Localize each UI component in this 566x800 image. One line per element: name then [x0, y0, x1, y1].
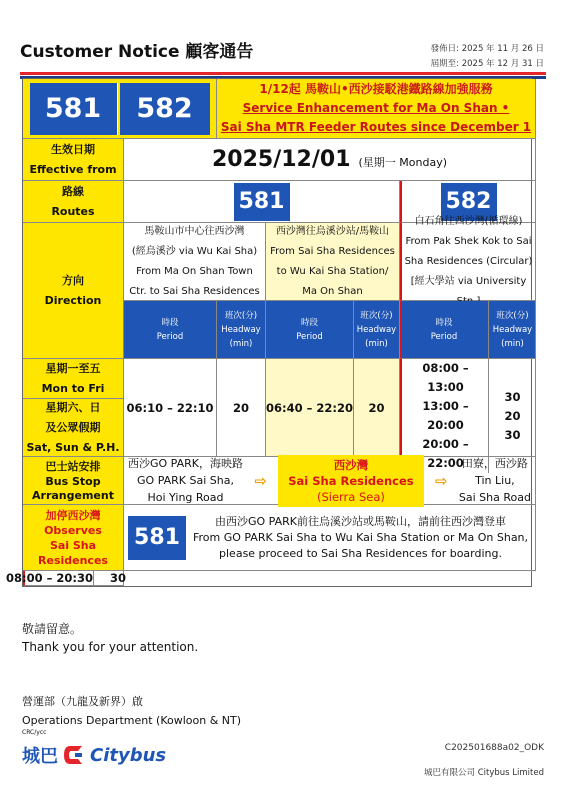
weekday-label-en: Mon to Fri [41, 381, 105, 395]
company-name: 城巴有限公司 Citybus Limited [424, 768, 544, 778]
route-581b-headway: 20 [354, 359, 400, 457]
title-en-line2: Sai Sha MTR Feeder Routes since December 1 [220, 120, 532, 134]
extra-stop-label-en1: Observes [44, 523, 102, 537]
period-en: Period [296, 331, 323, 342]
bus-stop-label [23, 457, 124, 505]
weekday-582-headway: 30 [109, 571, 126, 585]
direction-text: Ctr. to Sai Sha Residences [129, 285, 260, 297]
direction-text: [經大學站 via University [410, 275, 527, 287]
expiry-date: 屆期至: 2025 年 12 月 31 日 [430, 59, 544, 69]
effective-label-en: Effective from [29, 162, 117, 176]
period-zh: 時段 [161, 317, 179, 328]
headway-header-2 [354, 301, 400, 359]
headway-zh: 班次(分) [224, 310, 258, 321]
headway-unit: (min) [365, 338, 388, 349]
extra-stop-text-zh: 由西沙GO PARK前往烏溪沙站或馬鞍山，請前往西沙灣登車 [215, 514, 506, 528]
direction-581-inbound [124, 223, 266, 301]
stop-go-park [128, 455, 243, 506]
route-581-header [124, 181, 400, 223]
extra-stop-info [124, 505, 536, 571]
extra-stop-label [23, 505, 124, 571]
weekend-period: 13:00 – 20:00 [422, 399, 469, 432]
signature-ref: CRC/ycc [22, 729, 47, 736]
signature-dept-en: Operations Department (Kowloon & NT) [22, 714, 242, 727]
weekday-label-zh: 星期一至五 [45, 361, 101, 375]
extra-stop-label-zh: 加停西沙灣 [45, 508, 101, 522]
direction-text: Sha Residences (Circular) [404, 255, 533, 267]
direction-text: From Pak Shek Kok to Sai [405, 235, 532, 247]
period-en: Period [430, 331, 458, 342]
brand-zh: 城巴 [22, 746, 58, 767]
direction-text: 白石角往西沙灣(循環線) [414, 215, 523, 227]
title-zh: 1/12起 馬鞍山•西沙接駁港鐵路線加強服務 [259, 82, 493, 96]
extra-stop-text-en: From GO PARK Sai Sha to Wu Kai Sha Station or Ma On Shan, please proceed to Sai Sha Residences for boarding. [192, 530, 529, 560]
stop-text: GO PARK Sai Sha, [137, 474, 234, 487]
stop-sai-sha-residences [278, 455, 423, 507]
direction-582 [400, 215, 536, 301]
headway-en: Headway [356, 324, 397, 335]
weekend-label [23, 399, 124, 457]
direction-label-zh: 方向 [62, 273, 84, 287]
direction-text: 馬鞍山市中心往西沙灣 [144, 225, 245, 237]
extra-stop-route-badge: 581 [128, 516, 186, 560]
effective-day: (星期一 Monday) [358, 155, 448, 169]
headway-zh: 班次(分) [360, 310, 393, 321]
bus-stop-label-en2: Arrangement [32, 488, 114, 502]
weekend-headway: 20 [504, 408, 521, 423]
stop-text: Tin Liu, [475, 474, 515, 487]
stop-text: Hoi Ying Road [147, 491, 224, 504]
direction-581-outbound [266, 223, 400, 301]
arrow-right-icon: ⇨ [254, 471, 267, 490]
weekday-label [23, 359, 124, 399]
stop-highlight-en: Sai Sha Residences [288, 473, 414, 488]
period-zh: 時段 [435, 317, 453, 328]
stop-text: 西沙GO PARK，海映路 [128, 457, 243, 470]
signature-dept-zh: 營運部（九龍及新界）啟 [22, 695, 143, 708]
headway-en: Headway [221, 324, 261, 335]
effective-label-zh: 生效日期 [51, 142, 95, 156]
extra-stop-label-en3: Residences [38, 553, 108, 567]
extra-stop-label-en2: Sai Sha [49, 538, 97, 552]
closing-zh: 敬請留意。 [22, 622, 83, 636]
notice-table [6, 78, 533, 587]
routes-label-en: Routes [51, 204, 95, 218]
signature [22, 694, 241, 737]
brand-en: Citybus [90, 744, 167, 766]
header-582 [400, 301, 536, 359]
period-header-2 [266, 301, 354, 359]
weekend-label-zh1: 星期六、日 [45, 400, 101, 414]
notice-dates [431, 42, 544, 72]
period-zh: 時段 [300, 317, 318, 328]
citybus-logo [22, 742, 166, 768]
bus-stop-label-zh: 巴士站安排 [45, 459, 101, 473]
weekend-headway: 30 [504, 427, 521, 442]
bus-stop-sequence [124, 457, 536, 505]
citybus-logo-icon [62, 744, 86, 766]
stop-text: 田寮，西沙路 [461, 457, 528, 470]
extra-stop-text [186, 514, 535, 562]
period-en: Period [156, 331, 184, 342]
route-582-badge: 582 [441, 183, 497, 221]
header-stripe-red [20, 72, 546, 75]
direction-text: From Ma On Shan Town [136, 265, 253, 277]
direction-text: From Sai Sha Residences [270, 245, 395, 257]
headway-zh: 班次(分) [496, 310, 529, 321]
route-badge-581: 581 [30, 83, 118, 135]
route-581-badge: 581 [234, 183, 290, 221]
stop-highlight-note: (Sierra Sea) [316, 489, 385, 504]
weekend-period: 08:00 – 13:00 [422, 361, 469, 394]
header-title: Customer Notice 顧客通告 [20, 42, 254, 62]
notice-title [217, 79, 536, 139]
direction-label [23, 223, 124, 359]
headway-header-1 [217, 301, 266, 359]
route-581a-headway: 20 [217, 359, 266, 457]
headway-header-3 [489, 301, 537, 358]
issue-date: 發佈日: 2025 年 11 月 26 日 [430, 44, 544, 54]
weekend-period: 20:00 – 22:00 [422, 437, 469, 470]
weekday-582-period: 08:00 – 20:30 [6, 571, 93, 585]
routes-label-zh: 路線 [62, 184, 84, 198]
direction-text: Ma On Shan [302, 285, 363, 297]
headway-unit: (min) [229, 338, 253, 349]
headway-unit: (min) [501, 338, 524, 349]
direction-text: to Wu Kai Sha Station/ [276, 265, 389, 277]
bus-stop-label-en1: Bus Stop [45, 474, 101, 488]
title-en-line1: Service Enhancement for Ma On Shan • [242, 101, 510, 115]
stop-tin-liu [459, 455, 531, 506]
direction-label-en: Direction [44, 293, 102, 307]
weekday-582 [6, 571, 126, 586]
weekend-headway: 30 [504, 389, 521, 404]
direction-text: (經烏溪沙 via Wu Kai Sha) [131, 245, 258, 257]
effective-date-value: 2025/12/01 [211, 147, 351, 172]
closing [22, 620, 198, 656]
route-badge-582: 582 [120, 83, 210, 135]
route-581a-period: 06:10 – 22:10 [124, 359, 217, 457]
effective-label [23, 139, 124, 181]
direction-text: 西沙灣往烏溪沙站/馬鞍山 [275, 225, 390, 237]
weekend-label-zh2: 及公眾假期 [45, 420, 101, 434]
period-header-1 [124, 301, 217, 359]
period-header-3 [401, 301, 489, 358]
stop-highlight-zh: 西沙灣 [333, 457, 369, 472]
weekend-label-en: Sat, Sun & P.H. [26, 440, 120, 454]
headway-en: Headway [492, 324, 533, 335]
arrow-right-icon: ⇨ [434, 471, 448, 490]
document-code: C202501688a02_ODK [444, 743, 544, 753]
routes-label [23, 181, 124, 223]
effective-date [124, 139, 536, 181]
stop-text: Sai Sha Road [458, 491, 531, 504]
closing-en: Thank you for your attention. [22, 640, 199, 654]
route-badges [23, 79, 217, 139]
route-581b-period: 06:40 – 22:20 [266, 359, 354, 457]
